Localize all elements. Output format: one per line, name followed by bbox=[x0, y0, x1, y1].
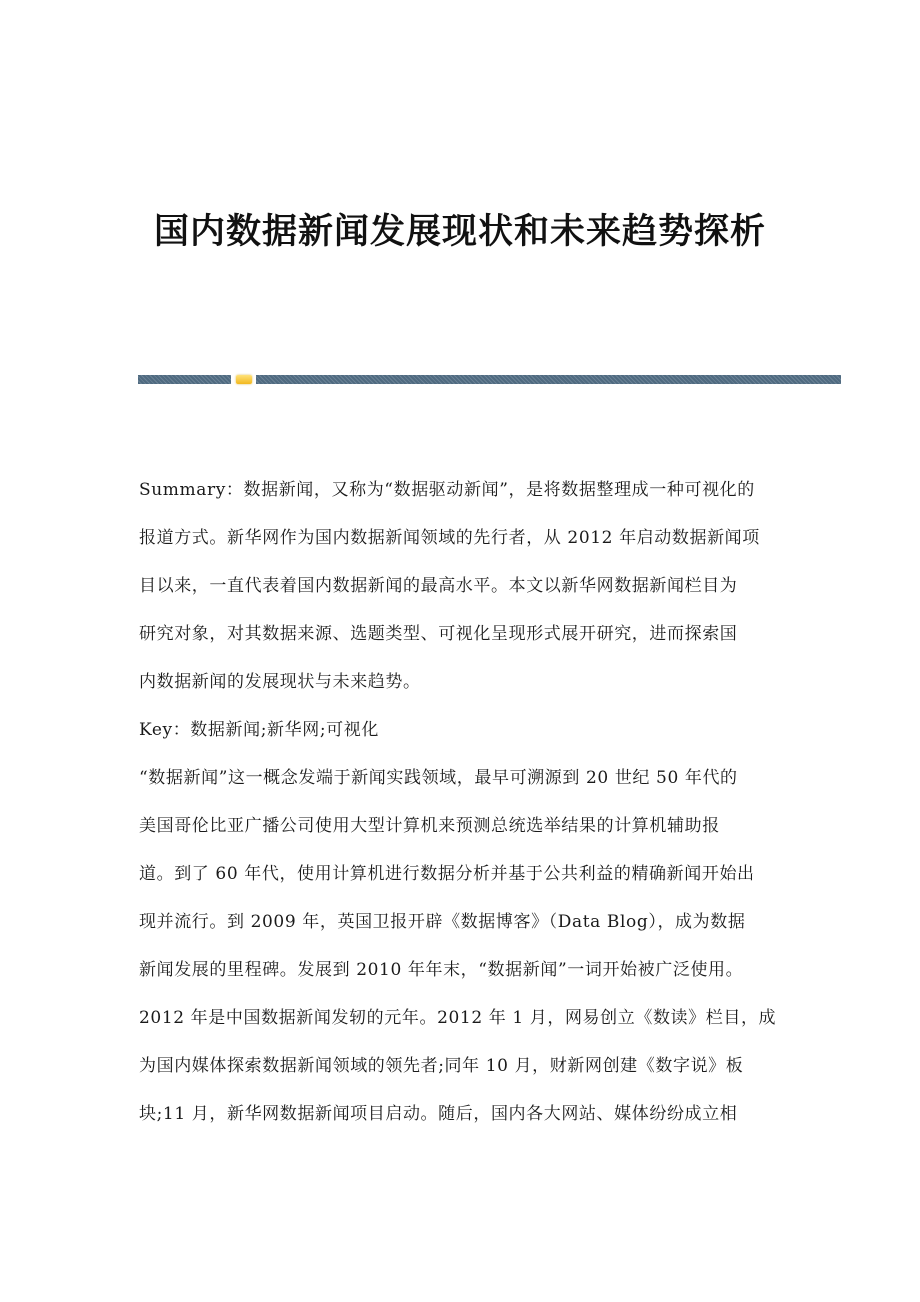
document-body bbox=[139, 466, 784, 1138]
paragraph-line: 美国哥伦比亚广播公司使用大型计算机来预测总统选举结果的计算机辅助报 bbox=[139, 816, 720, 836]
summary-line: 目以来，一直代表着国内数据新闻的最高水平。本文以新华网数据新闻栏目为 bbox=[139, 576, 738, 596]
keywords-line: Key：数据新闻;新华网;可视化 bbox=[139, 720, 379, 740]
paragraph-line: 道。到了 60 年代，使用计算机进行数据分析并基于公共利益的精确新闻开始出 bbox=[139, 864, 755, 884]
divider-bar-right bbox=[256, 375, 841, 384]
summary-section bbox=[139, 466, 784, 706]
paragraph-china-2012 bbox=[139, 994, 784, 1138]
paragraph-line: 新闻发展的里程碑。发展到 2010 年年末，“数据新闻”一词开始被广泛使用。 bbox=[139, 960, 744, 980]
document-title: 国内数据新闻发展现状和未来趋势探析 bbox=[153, 212, 766, 252]
paragraph-line: 2012 年是中国数据新闻发轫的元年。2012 年 1 月，网易创立《数读》栏目，成 bbox=[139, 1008, 777, 1028]
summary-line: 报道方式。新华网作为国内数据新闻领域的先行者，从 2012 年启动数据新闻项 bbox=[139, 528, 760, 548]
paragraph-line: 块;11 月，新华网数据新闻项目启动。随后，国内各大网站、媒体纷纷成立相 bbox=[139, 1104, 738, 1124]
paragraph-line: 为国内媒体探索数据新闻领域的领先者;同年 10 月，财新网创建《数字说》板 bbox=[139, 1056, 744, 1076]
title-divider bbox=[138, 375, 841, 384]
paragraph-line: “数据新闻”这一概念发端于新闻实践领域，最早可溯源到 20 世纪 50 年代的 bbox=[139, 768, 738, 788]
divider-bar-left bbox=[138, 375, 231, 384]
divider-ornament-icon bbox=[236, 375, 252, 384]
paragraph-line: 现并流行。到 2009 年，英国卫报开辟《数据博客》（Data Blog），成为数据 bbox=[139, 912, 746, 932]
paragraph-origin bbox=[139, 754, 784, 994]
summary-line: Summary：数据新闻，又称为“数据驱动新闻”，是将数据整理成一种可视化的 bbox=[139, 480, 755, 500]
keywords-section bbox=[139, 706, 784, 754]
summary-line: 研究对象，对其数据来源、选题类型、可视化呈现形式展开研究，进而探索国 bbox=[139, 624, 738, 644]
summary-line: 内数据新闻的发展现状与未来趋势。 bbox=[139, 672, 421, 692]
